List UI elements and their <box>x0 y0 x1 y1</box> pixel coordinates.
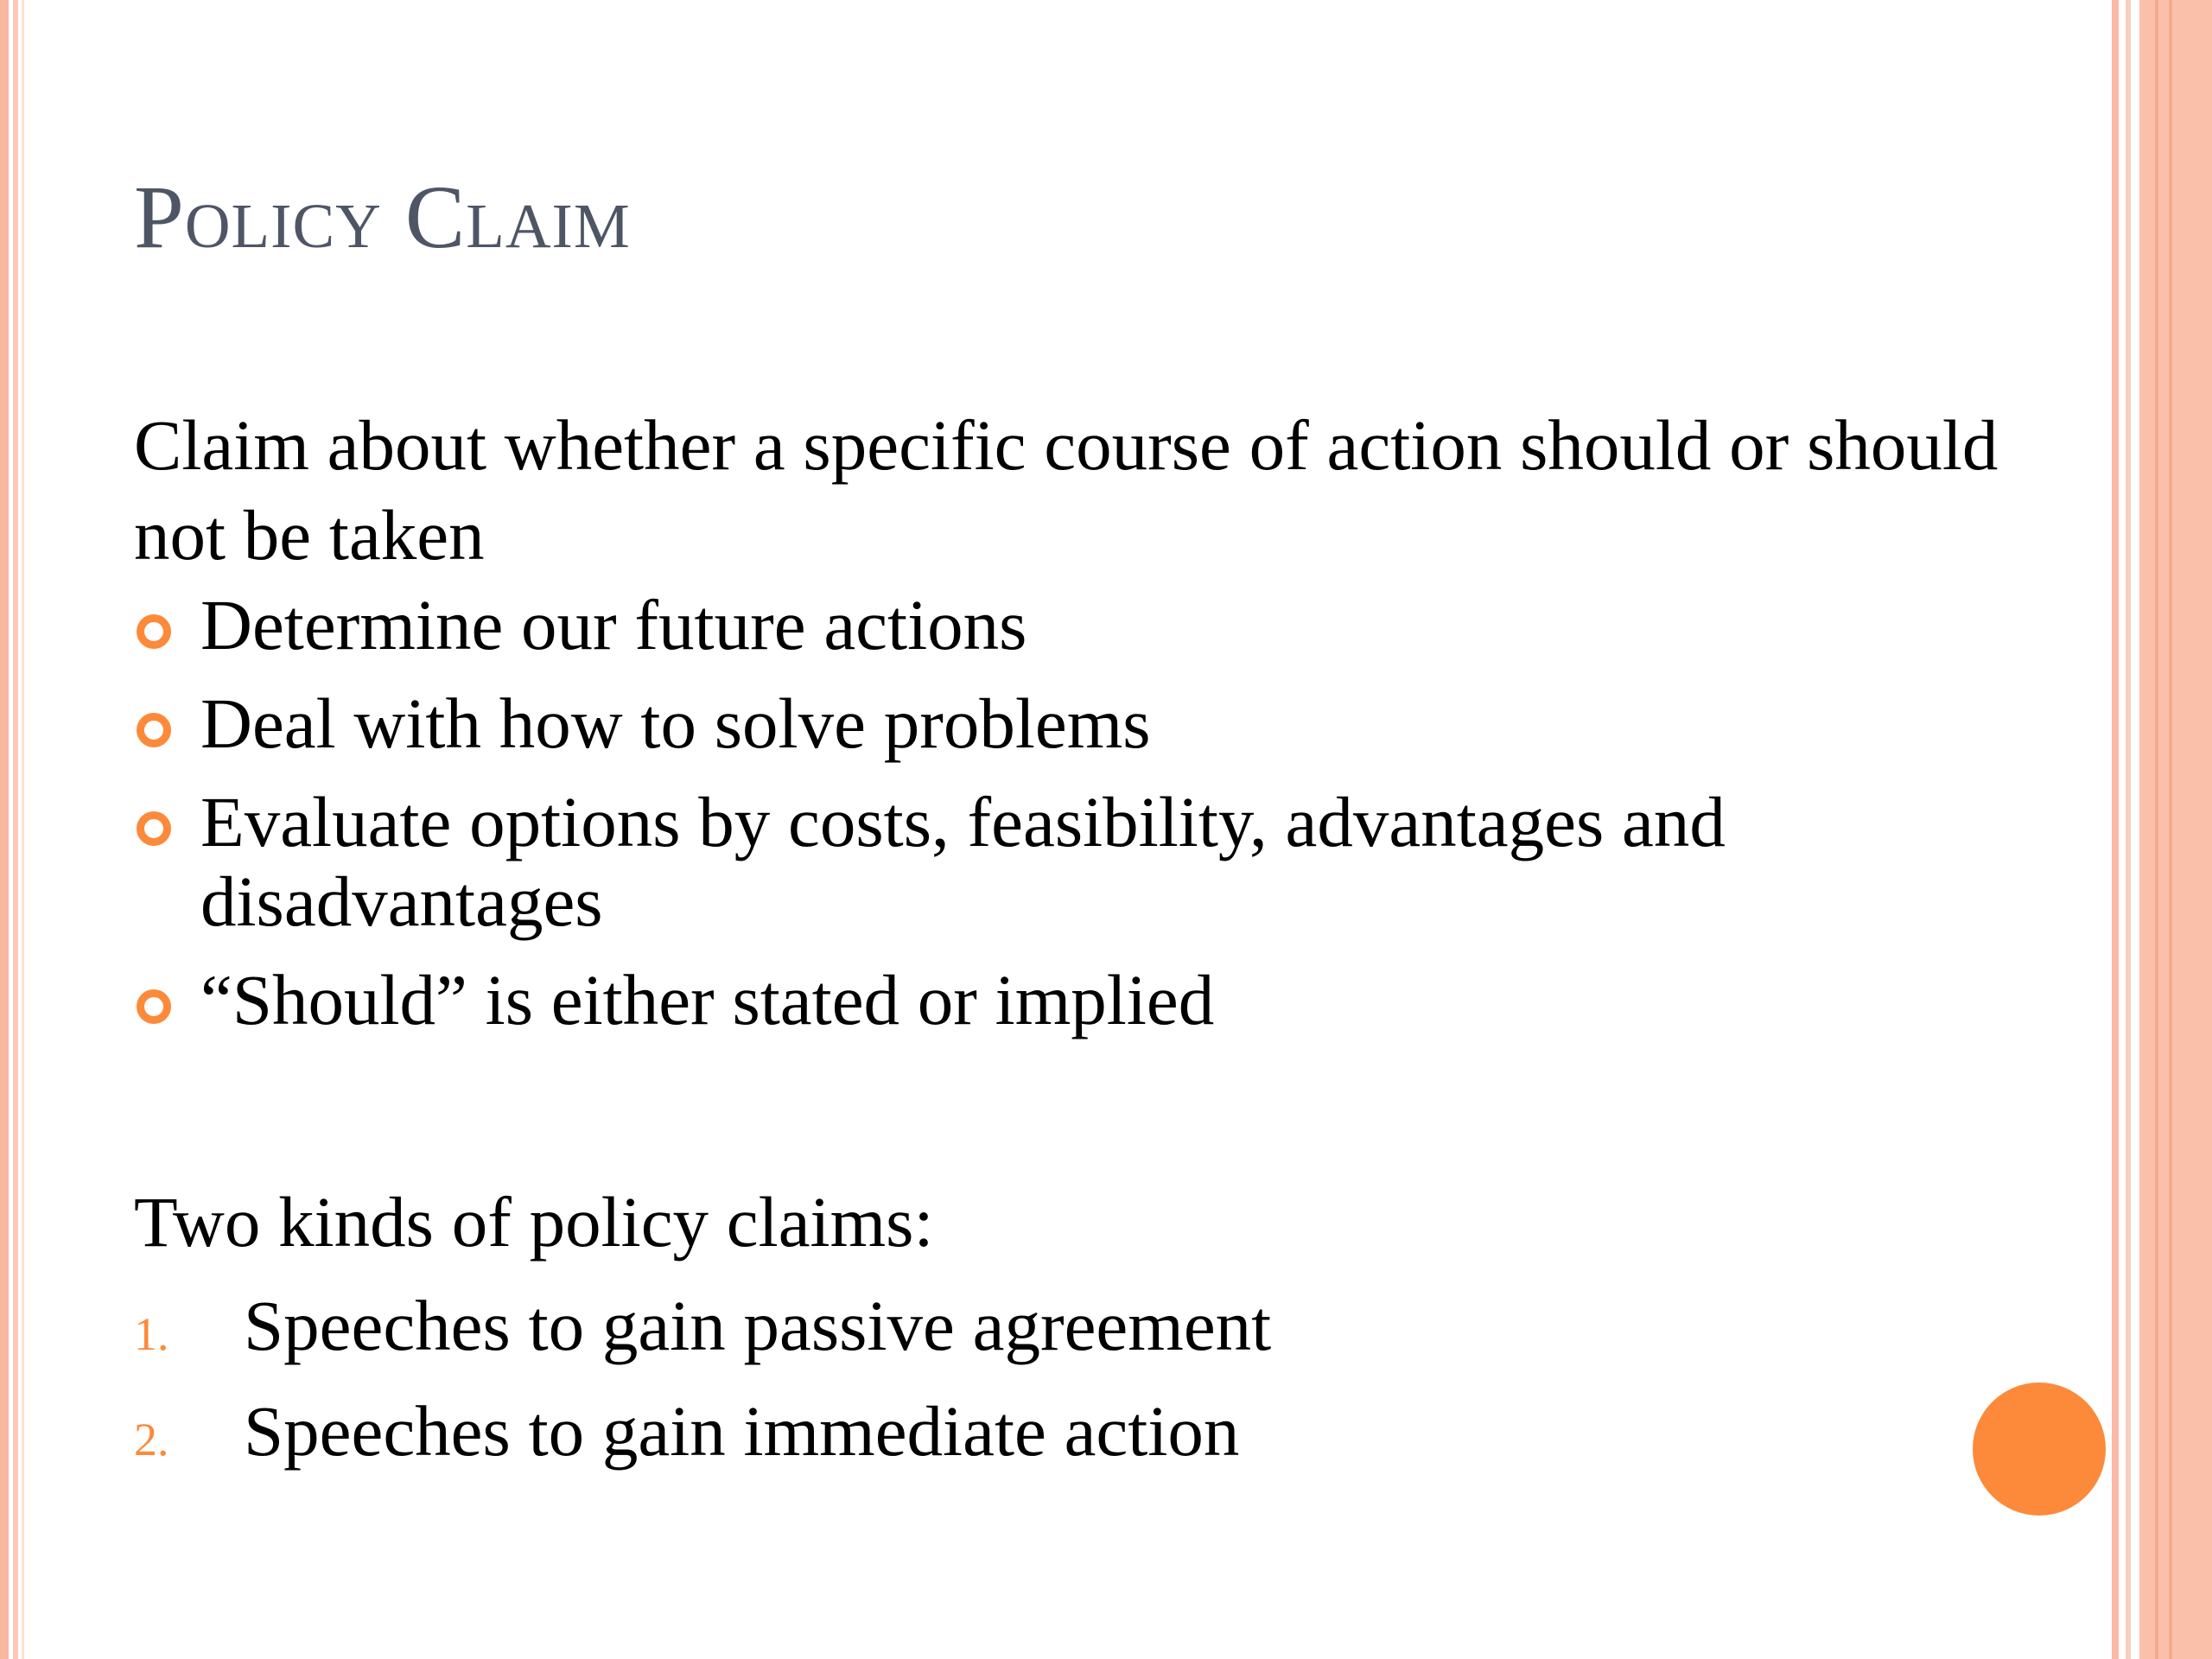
right-border-line <box>2155 0 2158 1659</box>
bullet-icon <box>137 614 171 649</box>
left-border-line <box>13 0 18 1659</box>
item-number: 1. <box>134 1308 169 1360</box>
right-border-line <box>2169 0 2172 1659</box>
left-border-line <box>22 0 24 1659</box>
kinds-heading: Two kinds of policy claims: <box>134 1182 934 1262</box>
bullet-text: Deal with how to solve problems <box>200 683 1151 763</box>
left-border-line <box>0 0 9 1659</box>
bullet-list <box>134 585 2061 1058</box>
bullet-icon <box>137 811 171 846</box>
bullet-item <box>134 782 2061 941</box>
intro-paragraph: Claim about whether a specific course of action should or should not be taken <box>134 405 1999 575</box>
bullet-icon <box>137 713 171 747</box>
item-number: 2. <box>134 1414 169 1465</box>
bullet-icon <box>137 989 171 1024</box>
slide-title: Policy Claim <box>134 168 631 267</box>
bullet-item <box>134 585 2061 664</box>
bullet-item <box>134 683 2061 763</box>
numbered-item <box>134 1386 2061 1476</box>
right-border-band <box>2139 0 2212 1659</box>
bullet-item <box>134 960 2061 1039</box>
bullet-text: Evaluate options by costs, feasibility, advantages and disadvantages <box>200 782 1726 941</box>
numbered-list <box>134 1281 2061 1491</box>
numbered-text: Speeches to gain immediate action <box>244 1391 1240 1471</box>
numbered-item <box>134 1281 2061 1370</box>
bullet-text: Determine our future actions <box>200 585 1027 664</box>
numbered-text: Speeches to gain passive agreement <box>244 1286 1272 1365</box>
bullet-text: “Should” is either stated or implied <box>200 960 1215 1039</box>
right-border-line <box>2112 0 2119 1659</box>
right-border-line <box>2126 0 2131 1659</box>
